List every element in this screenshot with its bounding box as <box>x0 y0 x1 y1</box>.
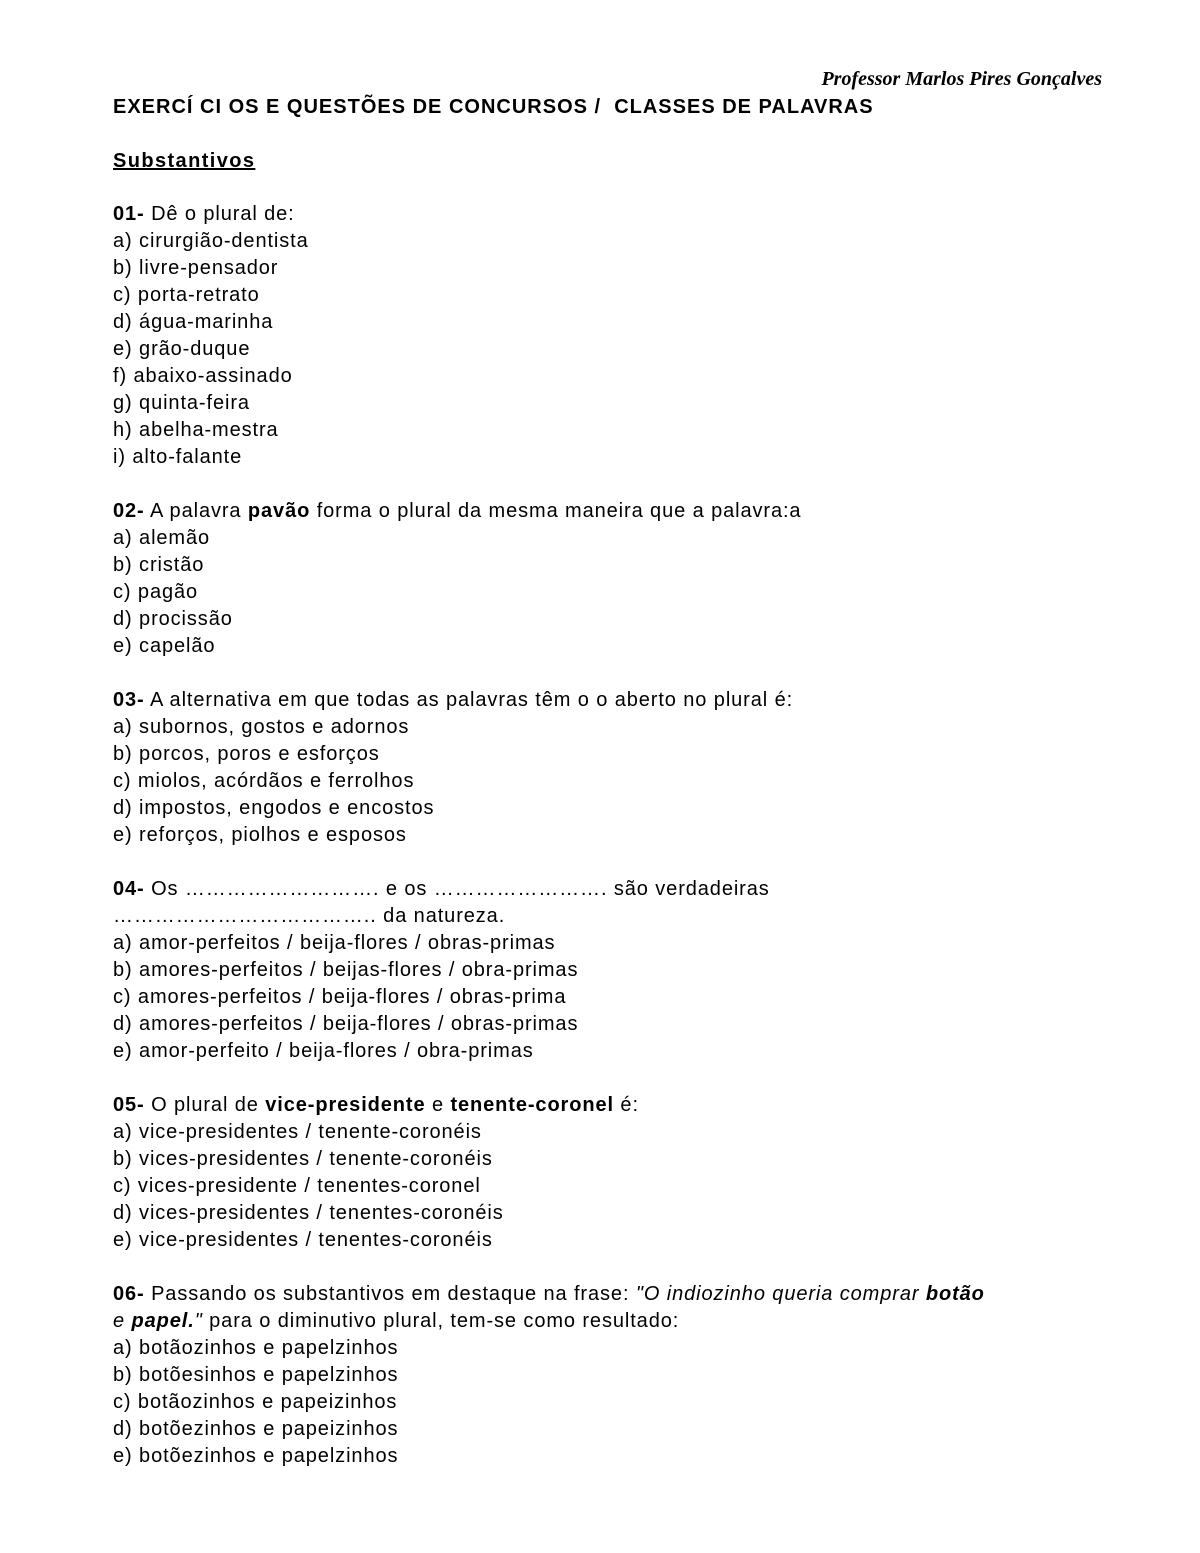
option: e) reforços, piolhos e esposos <box>113 824 407 846</box>
question-text: é: <box>613 1094 639 1116</box>
option: d) impostos, engodos e encostos <box>113 797 435 819</box>
question-04-prompt-continued: ……………………………….. da natureza. <box>113 905 506 927</box>
question-06 <box>113 1281 1123 1470</box>
option: b) botõesinhos e papelzinhos <box>113 1364 399 1386</box>
author-name: Professor Marlos Pires Gonçalves <box>821 68 1102 90</box>
option: a) botãozinhos e papelzinhos <box>113 1337 399 1359</box>
question-06-prompt-continued <box>113 1308 1123 1335</box>
question-text: A alternativa em que todas as palavras têm o o aberto no plural é: <box>144 689 794 711</box>
question-02-prompt <box>113 498 1123 525</box>
option: c) miolos, acórdãos e ferrolhos <box>113 770 415 792</box>
question-text: A palavra <box>144 500 248 522</box>
option: e) botõezinhos e papelzinhos <box>113 1445 399 1467</box>
question-05-prompt <box>113 1092 1123 1119</box>
option: a) vice-presidentes / tenente-coronéis <box>113 1121 482 1143</box>
question-text: Passando os substantivos em destaque na frase: <box>144 1283 636 1305</box>
option: d) amores-perfeitos / beija-flores / obras-primas <box>113 1013 579 1035</box>
exercise-list <box>113 201 1123 1497</box>
question-01 <box>113 201 1123 471</box>
question-text: Dê o plural de: <box>144 203 295 225</box>
document-title: EXERCÍ CI OS E QUESTÕES DE CONCURSOS / CLASSES DE PALAVRAS <box>113 96 874 118</box>
section-title: Substantivos <box>113 150 256 172</box>
highlighted-word: pavão <box>247 500 311 522</box>
option: c) botãozinhos e papeizinhos <box>113 1391 398 1413</box>
option: e) vice-presidentes / tenentes-coronéis <box>113 1229 493 1251</box>
option: b) cristão <box>113 554 205 576</box>
question-number: 02- <box>113 500 145 522</box>
quoted-sentence: e <box>113 1310 132 1332</box>
highlighted-word: tenente-coronel <box>450 1094 614 1116</box>
option: c) pagão <box>113 581 199 603</box>
question-03 <box>113 687 1123 849</box>
question-06-prompt <box>113 1281 1123 1308</box>
option: b) amores-perfeitos / beijas-flores / obra-primas <box>113 959 579 981</box>
option: d) água-marinha <box>113 311 274 333</box>
question-text: Os ………………………. e os ……………………. são verdadeiras <box>144 878 770 900</box>
question-number: 06- <box>113 1283 145 1305</box>
option: a) alemão <box>113 527 211 549</box>
option: d) botõezinhos e papeizinhos <box>113 1418 399 1440</box>
option: b) vices-presidentes / tenente-coronéis <box>113 1148 493 1170</box>
question-text: O plural de <box>144 1094 266 1116</box>
option: e) capelão <box>113 635 216 657</box>
option: e) amor-perfeito / beija-flores / obra-primas <box>113 1040 534 1062</box>
option: a) amor-perfeitos / beija-flores / obras-primas <box>113 932 556 954</box>
highlighted-word: botão <box>925 1283 985 1305</box>
option: b) porcos, poros e esforços <box>113 743 380 765</box>
quoted-sentence: " <box>194 1310 203 1332</box>
quoted-sentence: "O indiozinho queria comprar <box>635 1283 926 1305</box>
option: a) subornos, gostos e adornos <box>113 716 410 738</box>
option: d) vices-presidentes / tenentes-coronéis <box>113 1202 504 1224</box>
option: i) alto-falante <box>113 446 243 468</box>
option: h) abelha-mestra <box>113 419 279 441</box>
question-number: 01- <box>113 203 145 225</box>
option: c) porta-retrato <box>113 284 260 306</box>
question-number: 05- <box>113 1094 145 1116</box>
question-03-prompt <box>113 687 1123 714</box>
question-04 <box>113 876 1123 1065</box>
question-number: 03- <box>113 689 145 711</box>
question-02 <box>113 498 1123 660</box>
option: g) quinta-feira <box>113 392 250 414</box>
question-text: para o diminutivo plural, tem-se como resultado: <box>202 1310 680 1332</box>
question-01-prompt <box>113 201 1123 228</box>
highlighted-word: papel. <box>131 1310 195 1332</box>
option: a) cirurgião-dentista <box>113 230 309 252</box>
option: e) grão-duque <box>113 338 251 360</box>
option: b) livre-pensador <box>113 257 279 279</box>
option: c) vices-presidente / tenentes-coronel <box>113 1175 481 1197</box>
option: f) abaixo-assinado <box>113 365 293 387</box>
question-text: e <box>425 1094 451 1116</box>
option: c) amores-perfeitos / beija-flores / obras-prima <box>113 986 567 1008</box>
highlighted-word: vice-presidente <box>265 1094 426 1116</box>
question-04-prompt <box>113 876 1123 903</box>
question-text: forma o plural da mesma maneira que a palavra:a <box>310 500 802 522</box>
option: d) procissão <box>113 608 233 630</box>
question-05 <box>113 1092 1123 1254</box>
question-number: 04- <box>113 878 145 900</box>
